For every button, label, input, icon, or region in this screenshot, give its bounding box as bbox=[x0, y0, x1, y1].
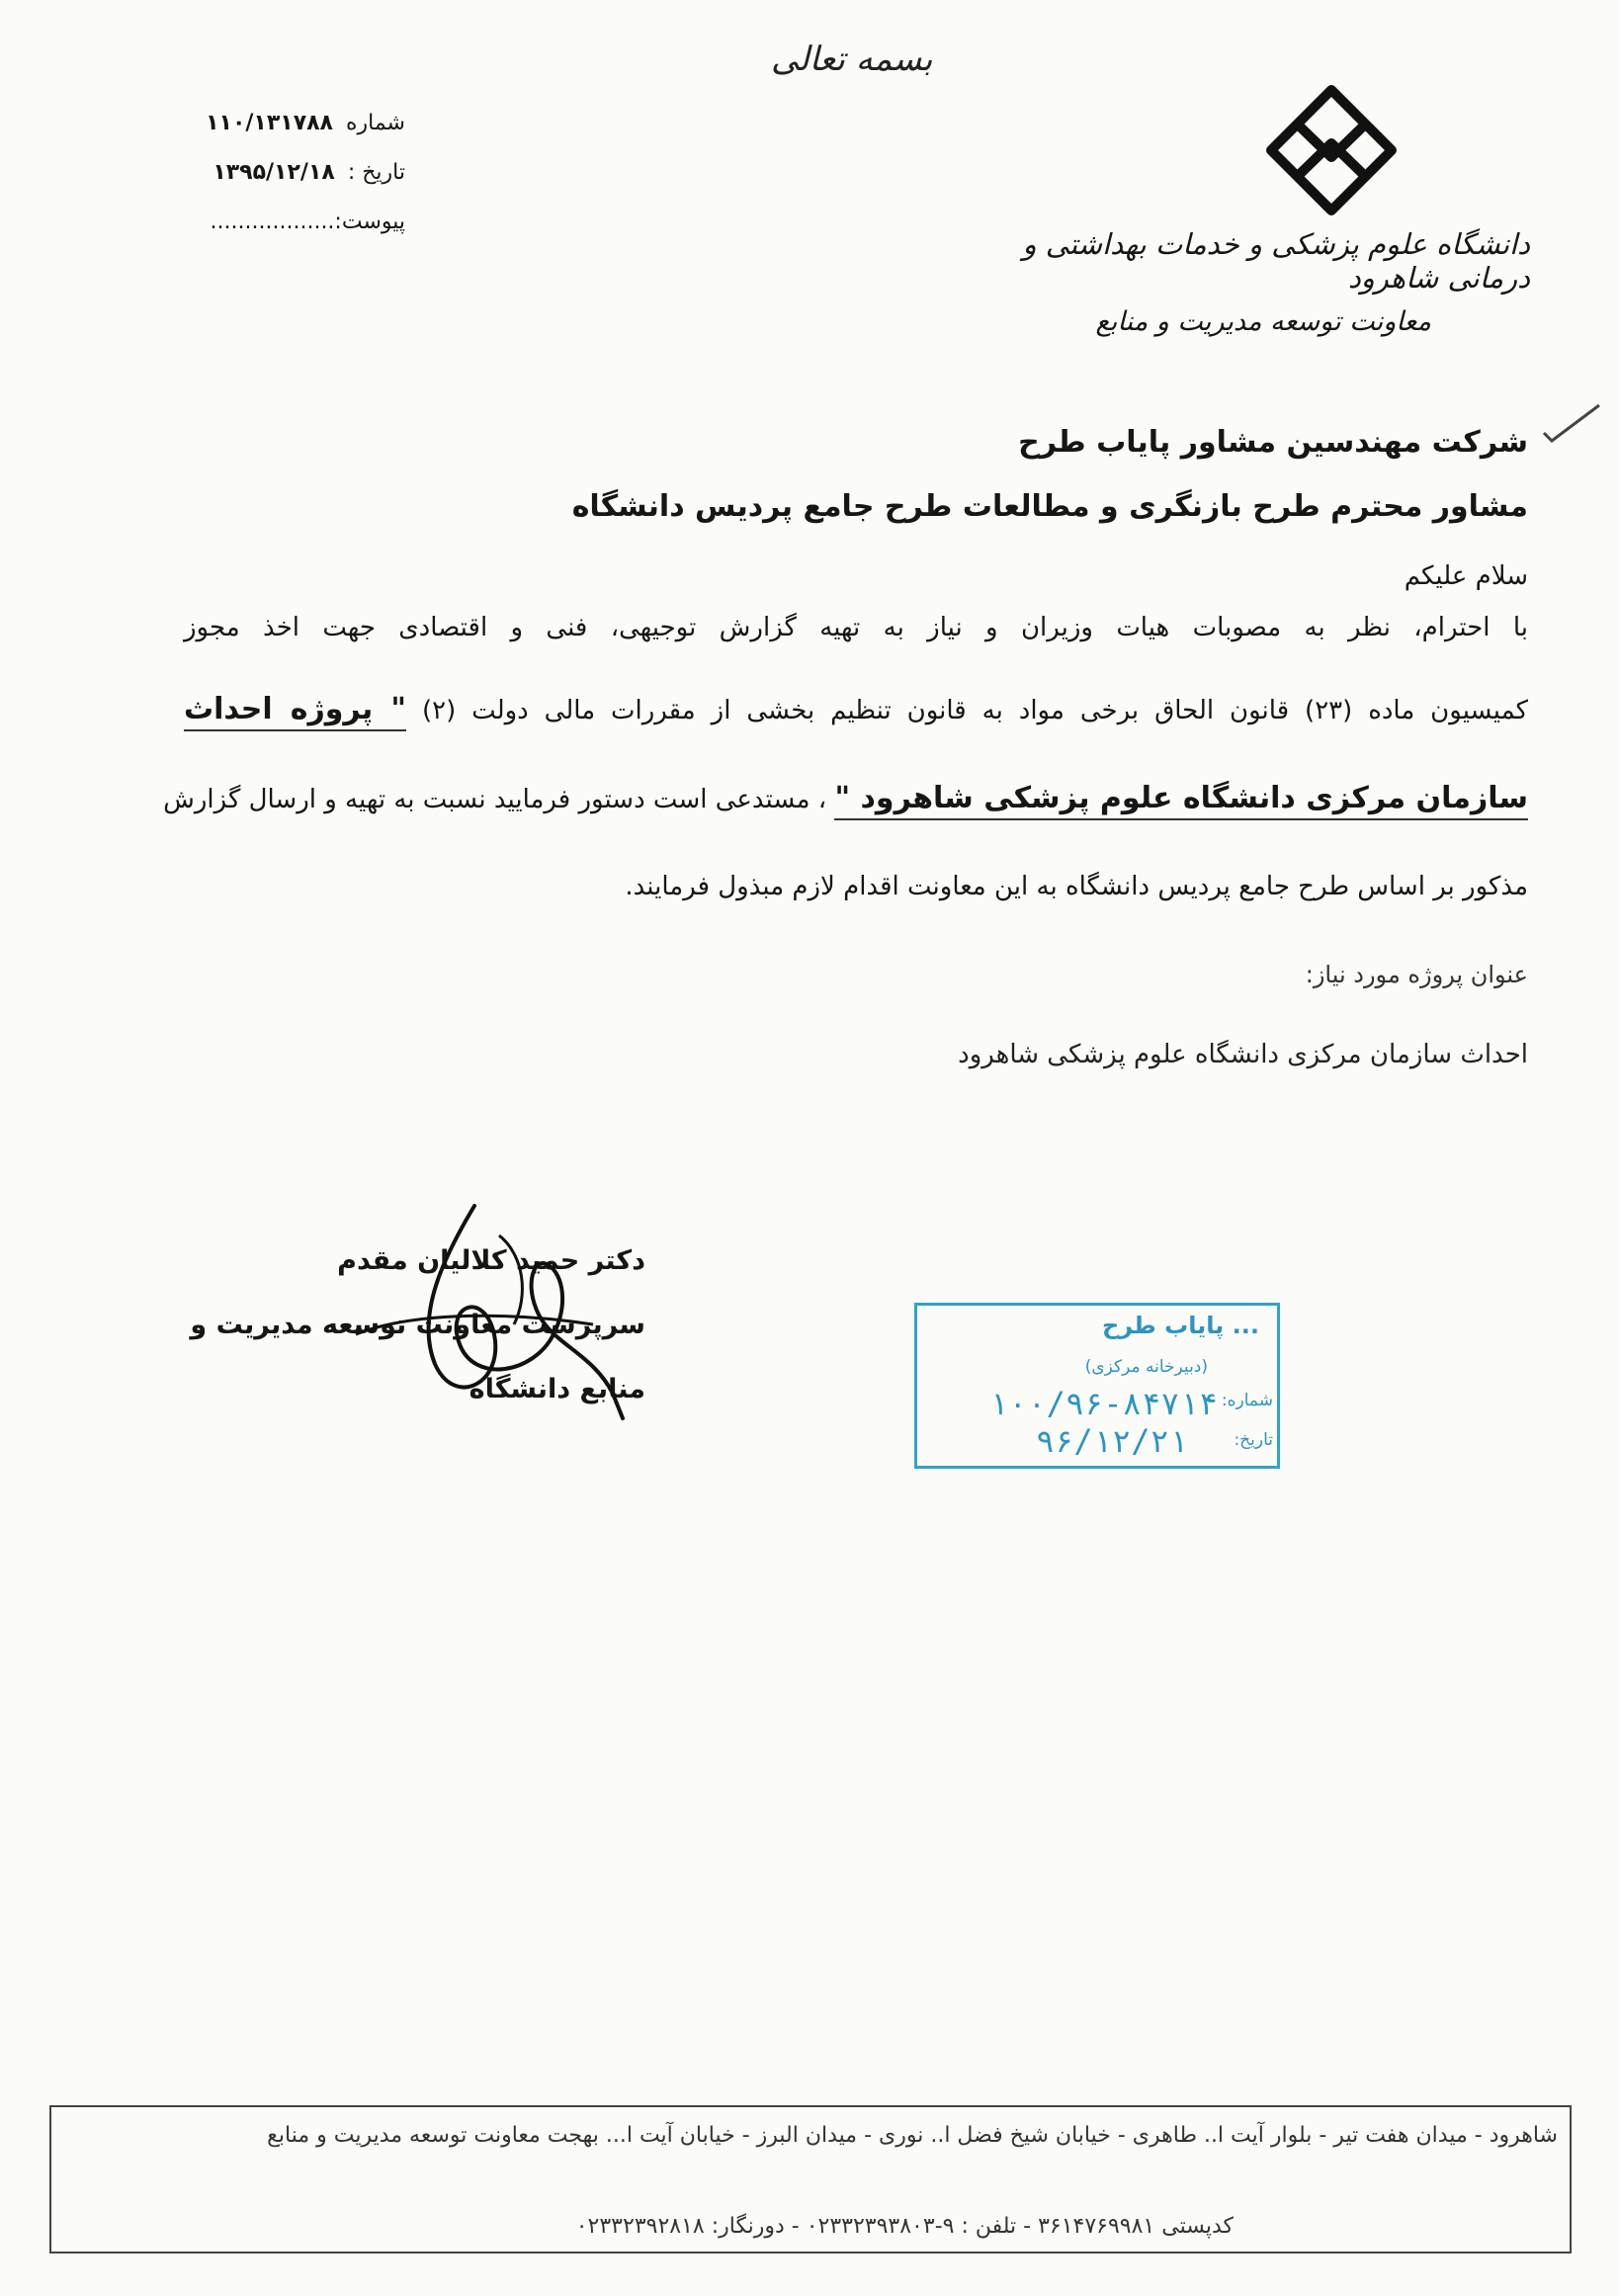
signatory-title-1: سرپرست معاونت توسعه مدیریت و bbox=[190, 1310, 645, 1340]
received-stamp bbox=[914, 1303, 1280, 1469]
letter-number-label: شماره bbox=[345, 111, 405, 135]
body-line-2 bbox=[184, 692, 1528, 726]
handwritten-signature bbox=[297, 1196, 633, 1423]
stamp-subtitle: (دبیرخانه مرکزی) bbox=[1084, 1357, 1208, 1377]
greeting: سلام علیکم bbox=[1404, 561, 1528, 591]
signatory-name: دکتر حمید کلالیان مقدم bbox=[337, 1245, 645, 1276]
stamp-date-label: تاریخ: bbox=[1234, 1430, 1273, 1450]
department-name: معاونت توسعه مدیریت و منابع bbox=[1095, 306, 1431, 337]
project-name-part1: " پروژه احداث bbox=[184, 692, 406, 731]
subject-value: احداث سازمان مرکزی دانشگاه علوم پزشکی شاهرود bbox=[958, 1040, 1528, 1069]
subject-label: عنوان پروژه مورد نیاز: bbox=[1305, 961, 1528, 988]
stamp-number-label: شماره: bbox=[1221, 1391, 1273, 1410]
project-name-part2: سازمان مرکزی دانشگاه علوم پزشکی شاهرود " bbox=[834, 781, 1528, 820]
recipient-company: شرکت مهندسین مشاور پایاب طرح bbox=[1018, 425, 1528, 460]
university-logo bbox=[1265, 84, 1399, 217]
letter-date-value: ۱۳۹۵/۱۲/۱۸ bbox=[213, 160, 335, 185]
body-line-1: با احترام، نظر به مصوبات هیات وزیران و نیاز به تهیه گزارش توجیهی، فنی و اقتصادی جهت اخذ مجوز bbox=[184, 613, 1528, 642]
signatory-title-2: منابع دانشگاه bbox=[469, 1374, 645, 1404]
footer-contact: کدپستی ۳۶۱۴۷۶۹۹۸۱ - تلفن : ۹-۰۲۳۳۲۳۹۳۸۰۳ - دورنگار: ۰۲۳۳۲۳۹۲۸۱۸ bbox=[575, 2214, 1234, 2239]
body-line-3-text: ، مستدعی است دستور فرمایید نسبت به تهیه و ارسال گزارش bbox=[163, 785, 827, 814]
stamp-number-value: ۱۰۰/۹۶-۸۴۷۱۴ bbox=[988, 1385, 1218, 1422]
margin-tick-mark bbox=[1542, 403, 1601, 443]
recipient-role: مشاور محترم طرح بازنگری و مطالعات طرح جامع پردیس دانشگاه bbox=[571, 489, 1528, 524]
letter-number-value: ۱۱۰/۱۳۱۷۸۸ bbox=[206, 111, 333, 135]
body-line-2-text: کمیسیون ماده (۲۳) قانون الحاق برخی مواد به قانون تنظیم بخشی از مقررات مالی دولت (۲) bbox=[421, 696, 1528, 725]
body-line-3 bbox=[163, 781, 1528, 815]
stamp-title: ... پایاب طرح bbox=[1101, 1312, 1259, 1339]
footer-address: شاهرود - میدان هفت تیر - بلوار آیت ا.. طاهری - خیابان شیخ فضل ا.. نوری - میدان البرز - خیابان آیت ا... بهجت معاونت توسعه مدیریت و منابع bbox=[267, 2123, 1558, 2148]
letter-date-label: تاریخ : bbox=[347, 160, 405, 185]
letter-number bbox=[188, 111, 405, 135]
body-line-4: مذکور بر اساس طرح جامع پردیس دانشگاه به این معاونت اقدام لازم مبذول فرمایند. bbox=[625, 872, 1528, 901]
footer-box bbox=[49, 2105, 1572, 2253]
letter-date bbox=[188, 160, 405, 185]
bismillah-text: بسمه تعالی bbox=[771, 40, 933, 79]
university-name: دانشگاه علوم پزشکی و خدمات بهداشتی و درمانی شاهرود bbox=[1022, 227, 1530, 295]
letter-attachment: پیوست:.................. bbox=[210, 210, 405, 234]
stamp-date-value: ۹۶/۱۲/۲۱ bbox=[1035, 1422, 1188, 1460]
